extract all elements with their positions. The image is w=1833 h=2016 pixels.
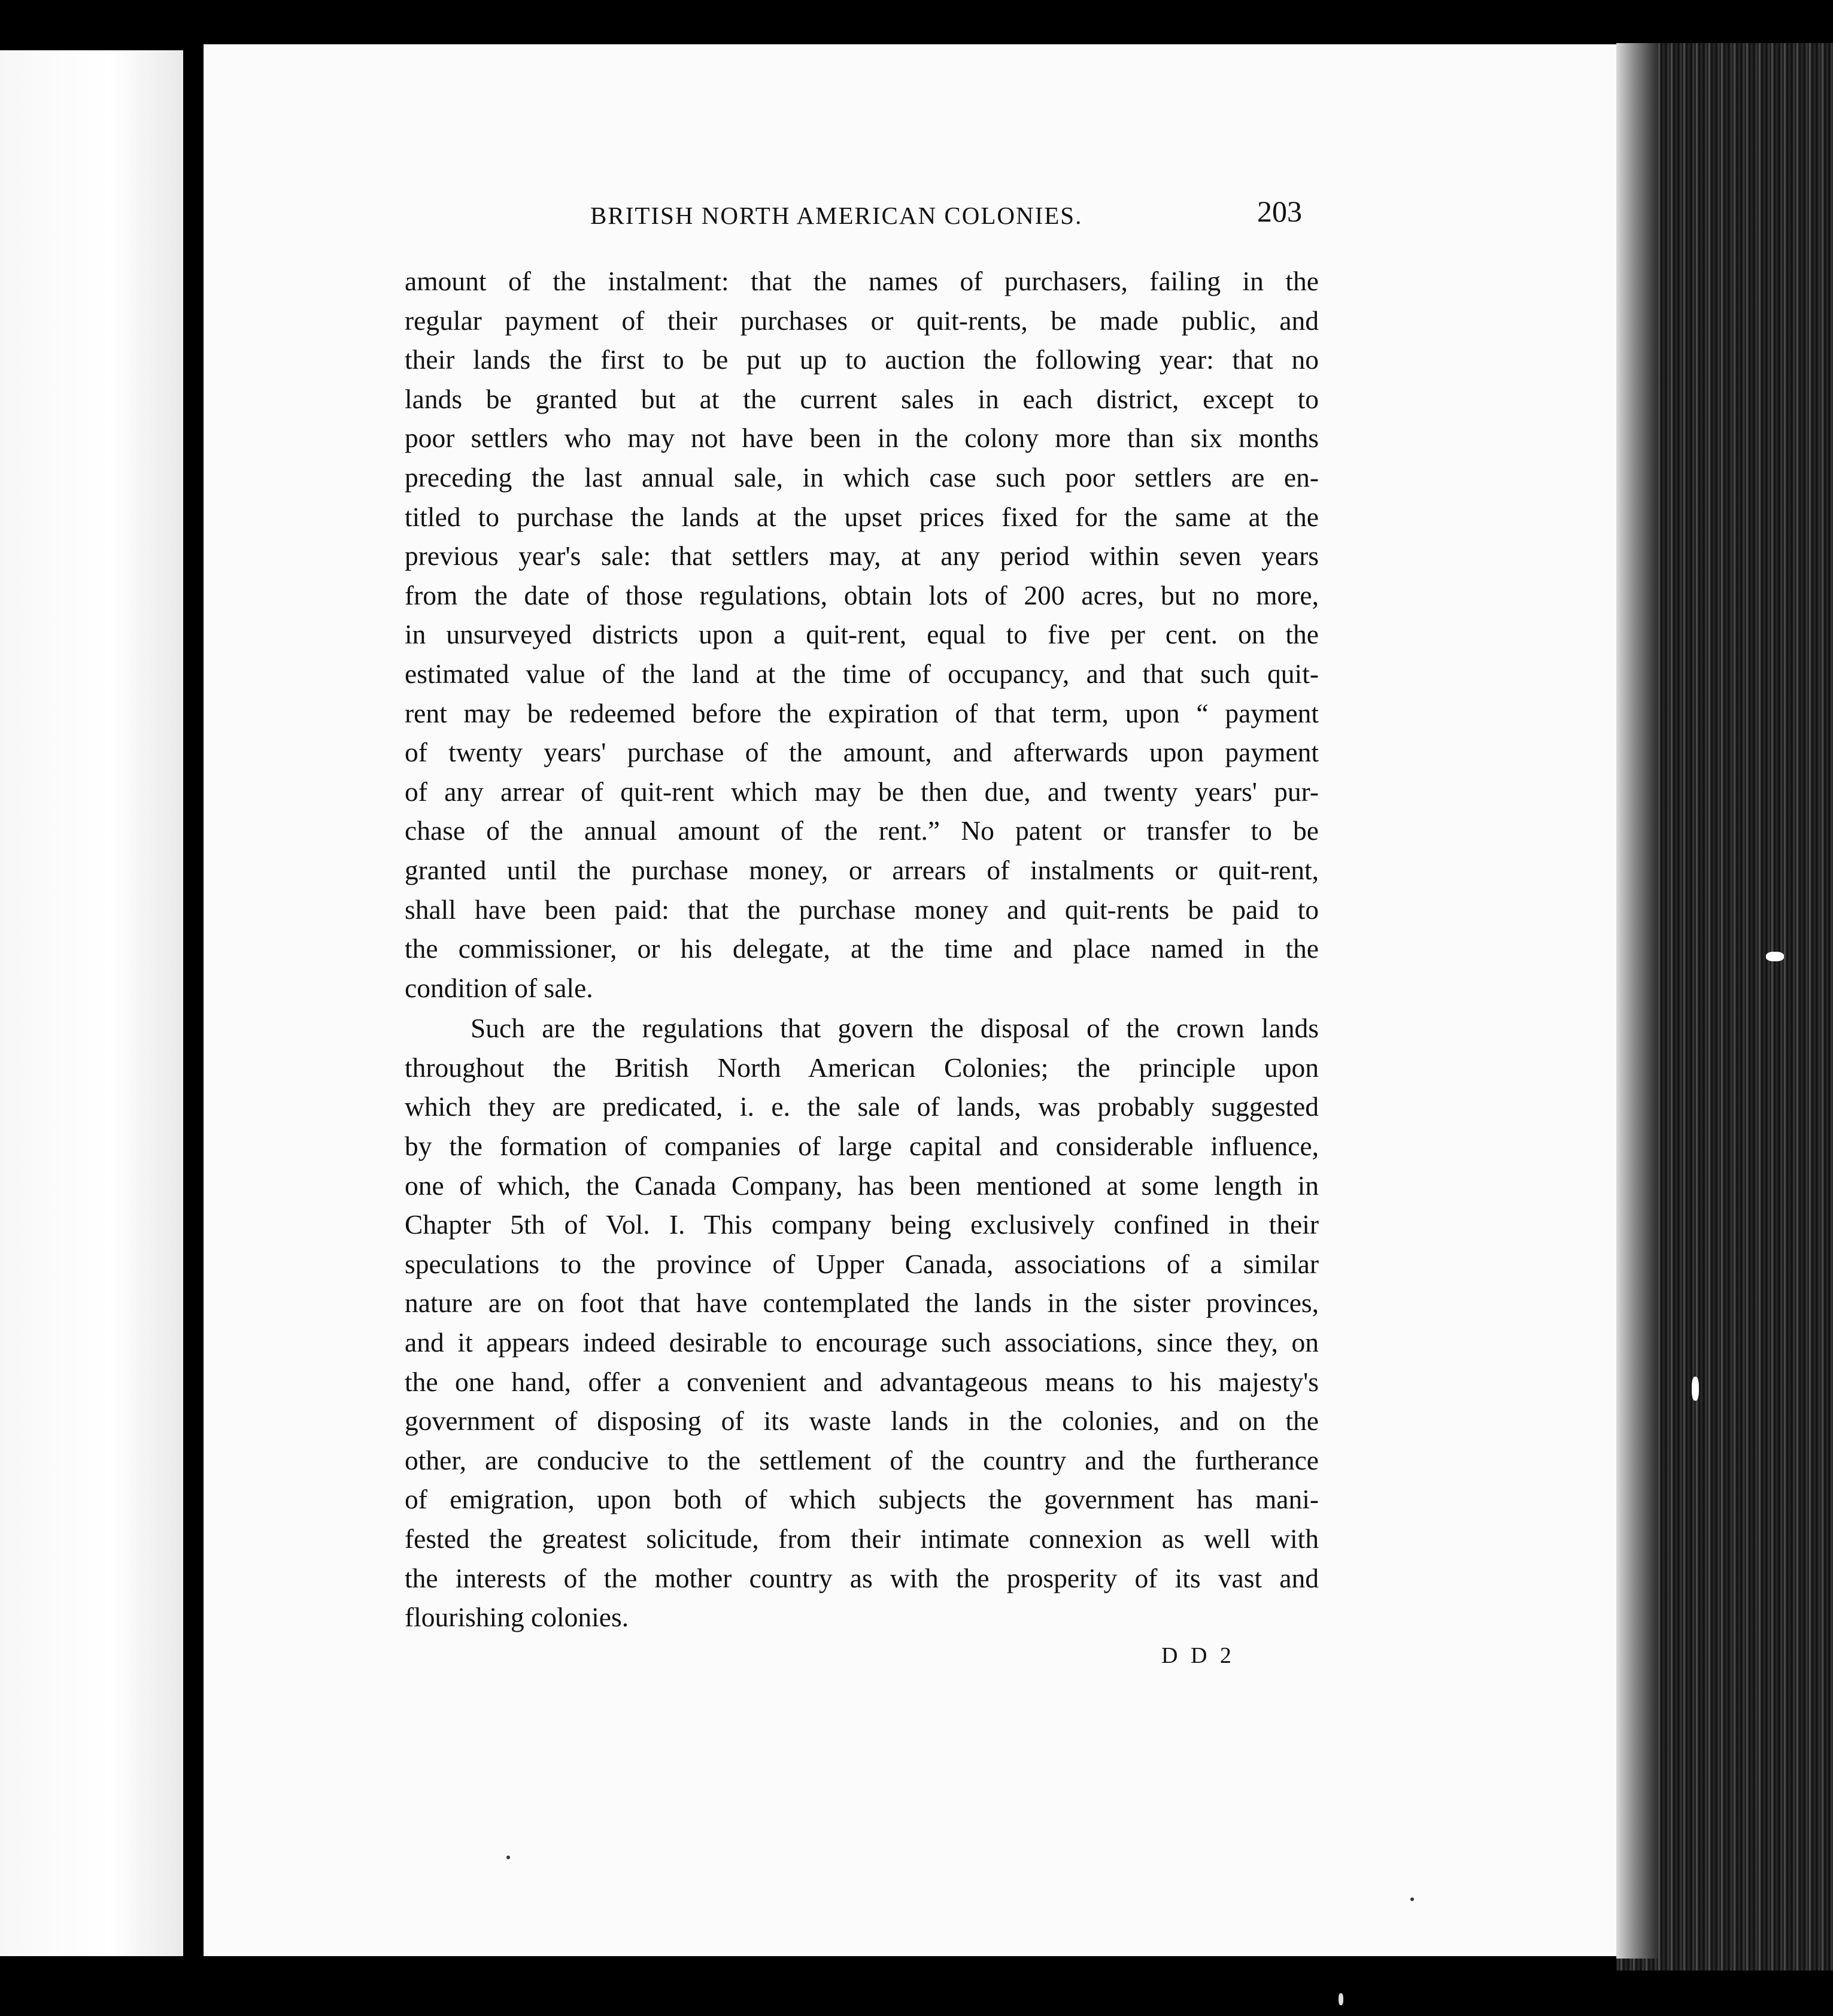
text-line: of emigration, upon both of which subjects the government has mani- xyxy=(405,1484,1319,1515)
page-header xyxy=(407,195,1317,245)
text-line: speculations to the province of Upper Canada, associations of a similar xyxy=(405,1248,1319,1279)
facing-page-edge xyxy=(0,50,183,1956)
page-number: 203 xyxy=(1257,195,1302,228)
text-line: one of which, the Canada Company, has been mentioned at some length in xyxy=(405,1170,1319,1201)
text-line: from the date of those regulations, obtain lots of 200 acres, but no more, xyxy=(405,579,1319,611)
text-line: other, are conducive to the settlement of the country and the furtherance xyxy=(405,1444,1319,1475)
text-line: lands be granted but at the current sales in each district, except to xyxy=(405,383,1319,414)
text-line: preceding the last annual sale, in which case such poor settlers are en- xyxy=(405,462,1319,493)
edge-fleck xyxy=(1692,1377,1699,1401)
text-line: by the formation of companies of large capital and considerable influence, xyxy=(405,1131,1319,1162)
text-line: titled to purchase the lands at the upset prices fixed for the same at the xyxy=(405,501,1319,532)
text-line: condition of sale. xyxy=(405,972,593,1003)
text-line: their lands the first to be put up to auction the following year: that no xyxy=(405,344,1319,375)
running-head: BRITISH NORTH AMERICAN COLONIES. xyxy=(590,202,1083,229)
text-line: Such are the regulations that govern the disposal of the crown lands xyxy=(471,1013,1319,1044)
edge-fleck xyxy=(1766,952,1784,961)
text-line: the commissioner, or his delegate, at the time and place named in the xyxy=(405,933,1319,964)
text-line: amount of the instalment: that the names of purchasers, failing in the xyxy=(405,266,1319,296)
text-line: of any arrear of quit-rent which may be then due, and twenty years' pur- xyxy=(405,776,1319,807)
text-line: regular payment of their purchases or quit-rents, be made public, and xyxy=(405,305,1319,336)
signature-mark: D D 2 xyxy=(1161,1643,1235,1668)
text-line: previous year's sale: that settlers may, at any period within seven years xyxy=(405,541,1319,572)
text-line: poor settlers who may not have been in the colony more than six months xyxy=(405,423,1319,454)
text-line: rent may be redeemed before the expiration of that term, upon “ payment xyxy=(405,697,1319,728)
text-line: granted until the purchase money, or arrears of instalments or quit-rent, xyxy=(405,854,1319,885)
text-line: of twenty years' purchase of the amount, and afterwards upon payment xyxy=(405,737,1319,768)
text-line: in unsurveyed districts upon a quit-rent, equal to five per cent. on the xyxy=(405,619,1319,650)
text-line: chase of the annual amount of the rent.” No patent or transfer to be xyxy=(405,815,1319,846)
paragraph-2 xyxy=(405,1009,1319,1637)
body-text xyxy=(405,262,1319,1637)
text-line: and it appears indeed desirable to encourage such associations, since they, on xyxy=(405,1327,1319,1358)
text-line: estimated value of the land at the time of occupancy, and that such quit- xyxy=(405,658,1319,689)
text-line: Chapter 5th of Vol. I. This company being exclusively confined in their xyxy=(405,1209,1319,1240)
text-line: which they are predicated, i. e. the sale of lands, was probably suggested xyxy=(405,1091,1319,1122)
text-line: shall have been paid: that the purchase money and quit-rents be paid to xyxy=(405,894,1319,925)
text-line: government of disposing of its waste lands in the colonies, and on the xyxy=(405,1405,1319,1437)
paper-speck xyxy=(506,1856,510,1859)
text-line: nature are on foot that have contemplated the lands in the sister provinces, xyxy=(405,1288,1319,1319)
text-line: throughout the British North American Colonies; the principle upon xyxy=(405,1052,1319,1083)
paper-speck xyxy=(1410,1897,1414,1901)
text-line: the interests of the mother country as with the prosperity of its vast and xyxy=(405,1562,1319,1593)
page-edge-highlight xyxy=(1616,43,1658,1959)
text-line: the one hand, offer a convenient and advantageous means to his majesty's xyxy=(405,1366,1319,1397)
text-line: flourishing colonies. xyxy=(405,1602,629,1633)
edge-fleck xyxy=(1339,1993,1343,2005)
text-line: fested the greatest solicitude, from their intimate connexion as well with xyxy=(405,1523,1319,1554)
paragraph-1 xyxy=(405,262,1319,1007)
